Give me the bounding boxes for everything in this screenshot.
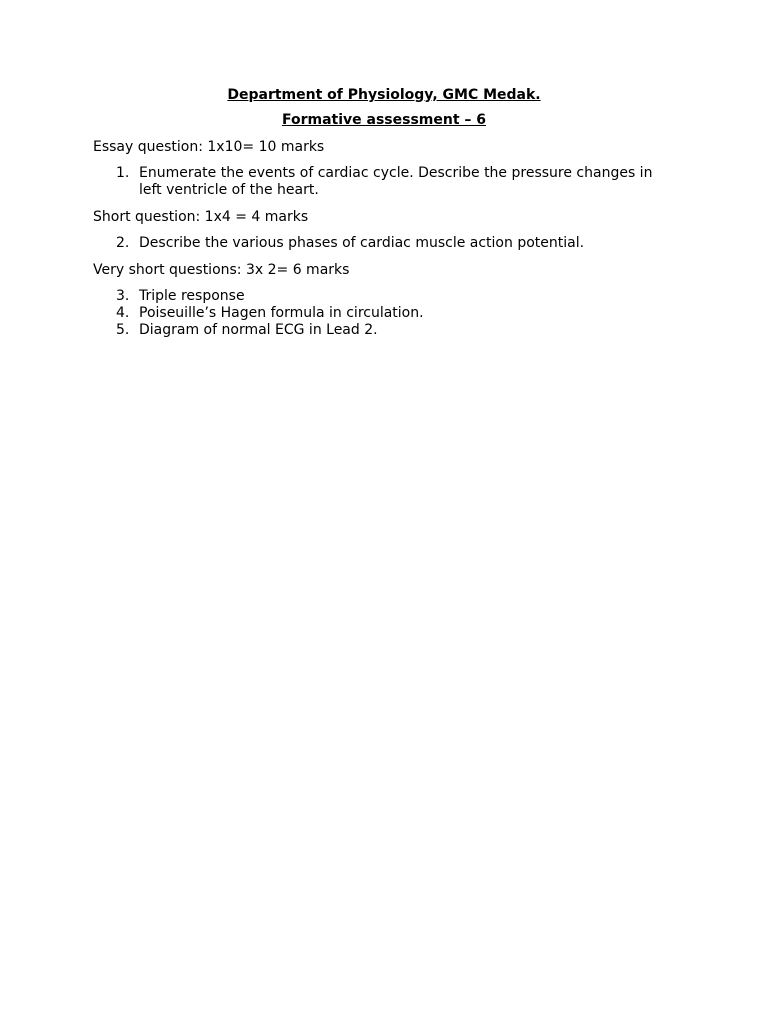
question-number: 4. xyxy=(116,305,130,321)
question-text: Poiseuille’s Hagen formula in circulation. xyxy=(139,305,424,321)
question-number: 3. xyxy=(116,288,130,304)
short-section-label: Short question: 1x4 = 4 marks xyxy=(93,209,309,225)
essay-section-label: Essay question: 1x10= 10 marks xyxy=(93,139,325,155)
question-text: Enumerate the events of cardiac cycle. Describe the pressure changes in left ventricle of the heart. xyxy=(139,165,653,198)
assessment-title: Formative assessment – 6 xyxy=(281,112,487,128)
department-title: Department of Physiology, GMC Medak. xyxy=(227,87,541,103)
question-text: Triple response xyxy=(139,288,245,304)
very-short-section-label: Very short questions: 3x 2= 6 marks xyxy=(93,262,350,278)
question-text: Diagram of normal ECG in Lead 2. xyxy=(139,322,378,338)
question-text: Describe the various phases of cardiac muscle action potential. xyxy=(139,235,585,251)
question-number: 2. xyxy=(116,235,130,251)
question-number: 5. xyxy=(116,322,130,338)
question-number: 1. xyxy=(116,165,130,181)
